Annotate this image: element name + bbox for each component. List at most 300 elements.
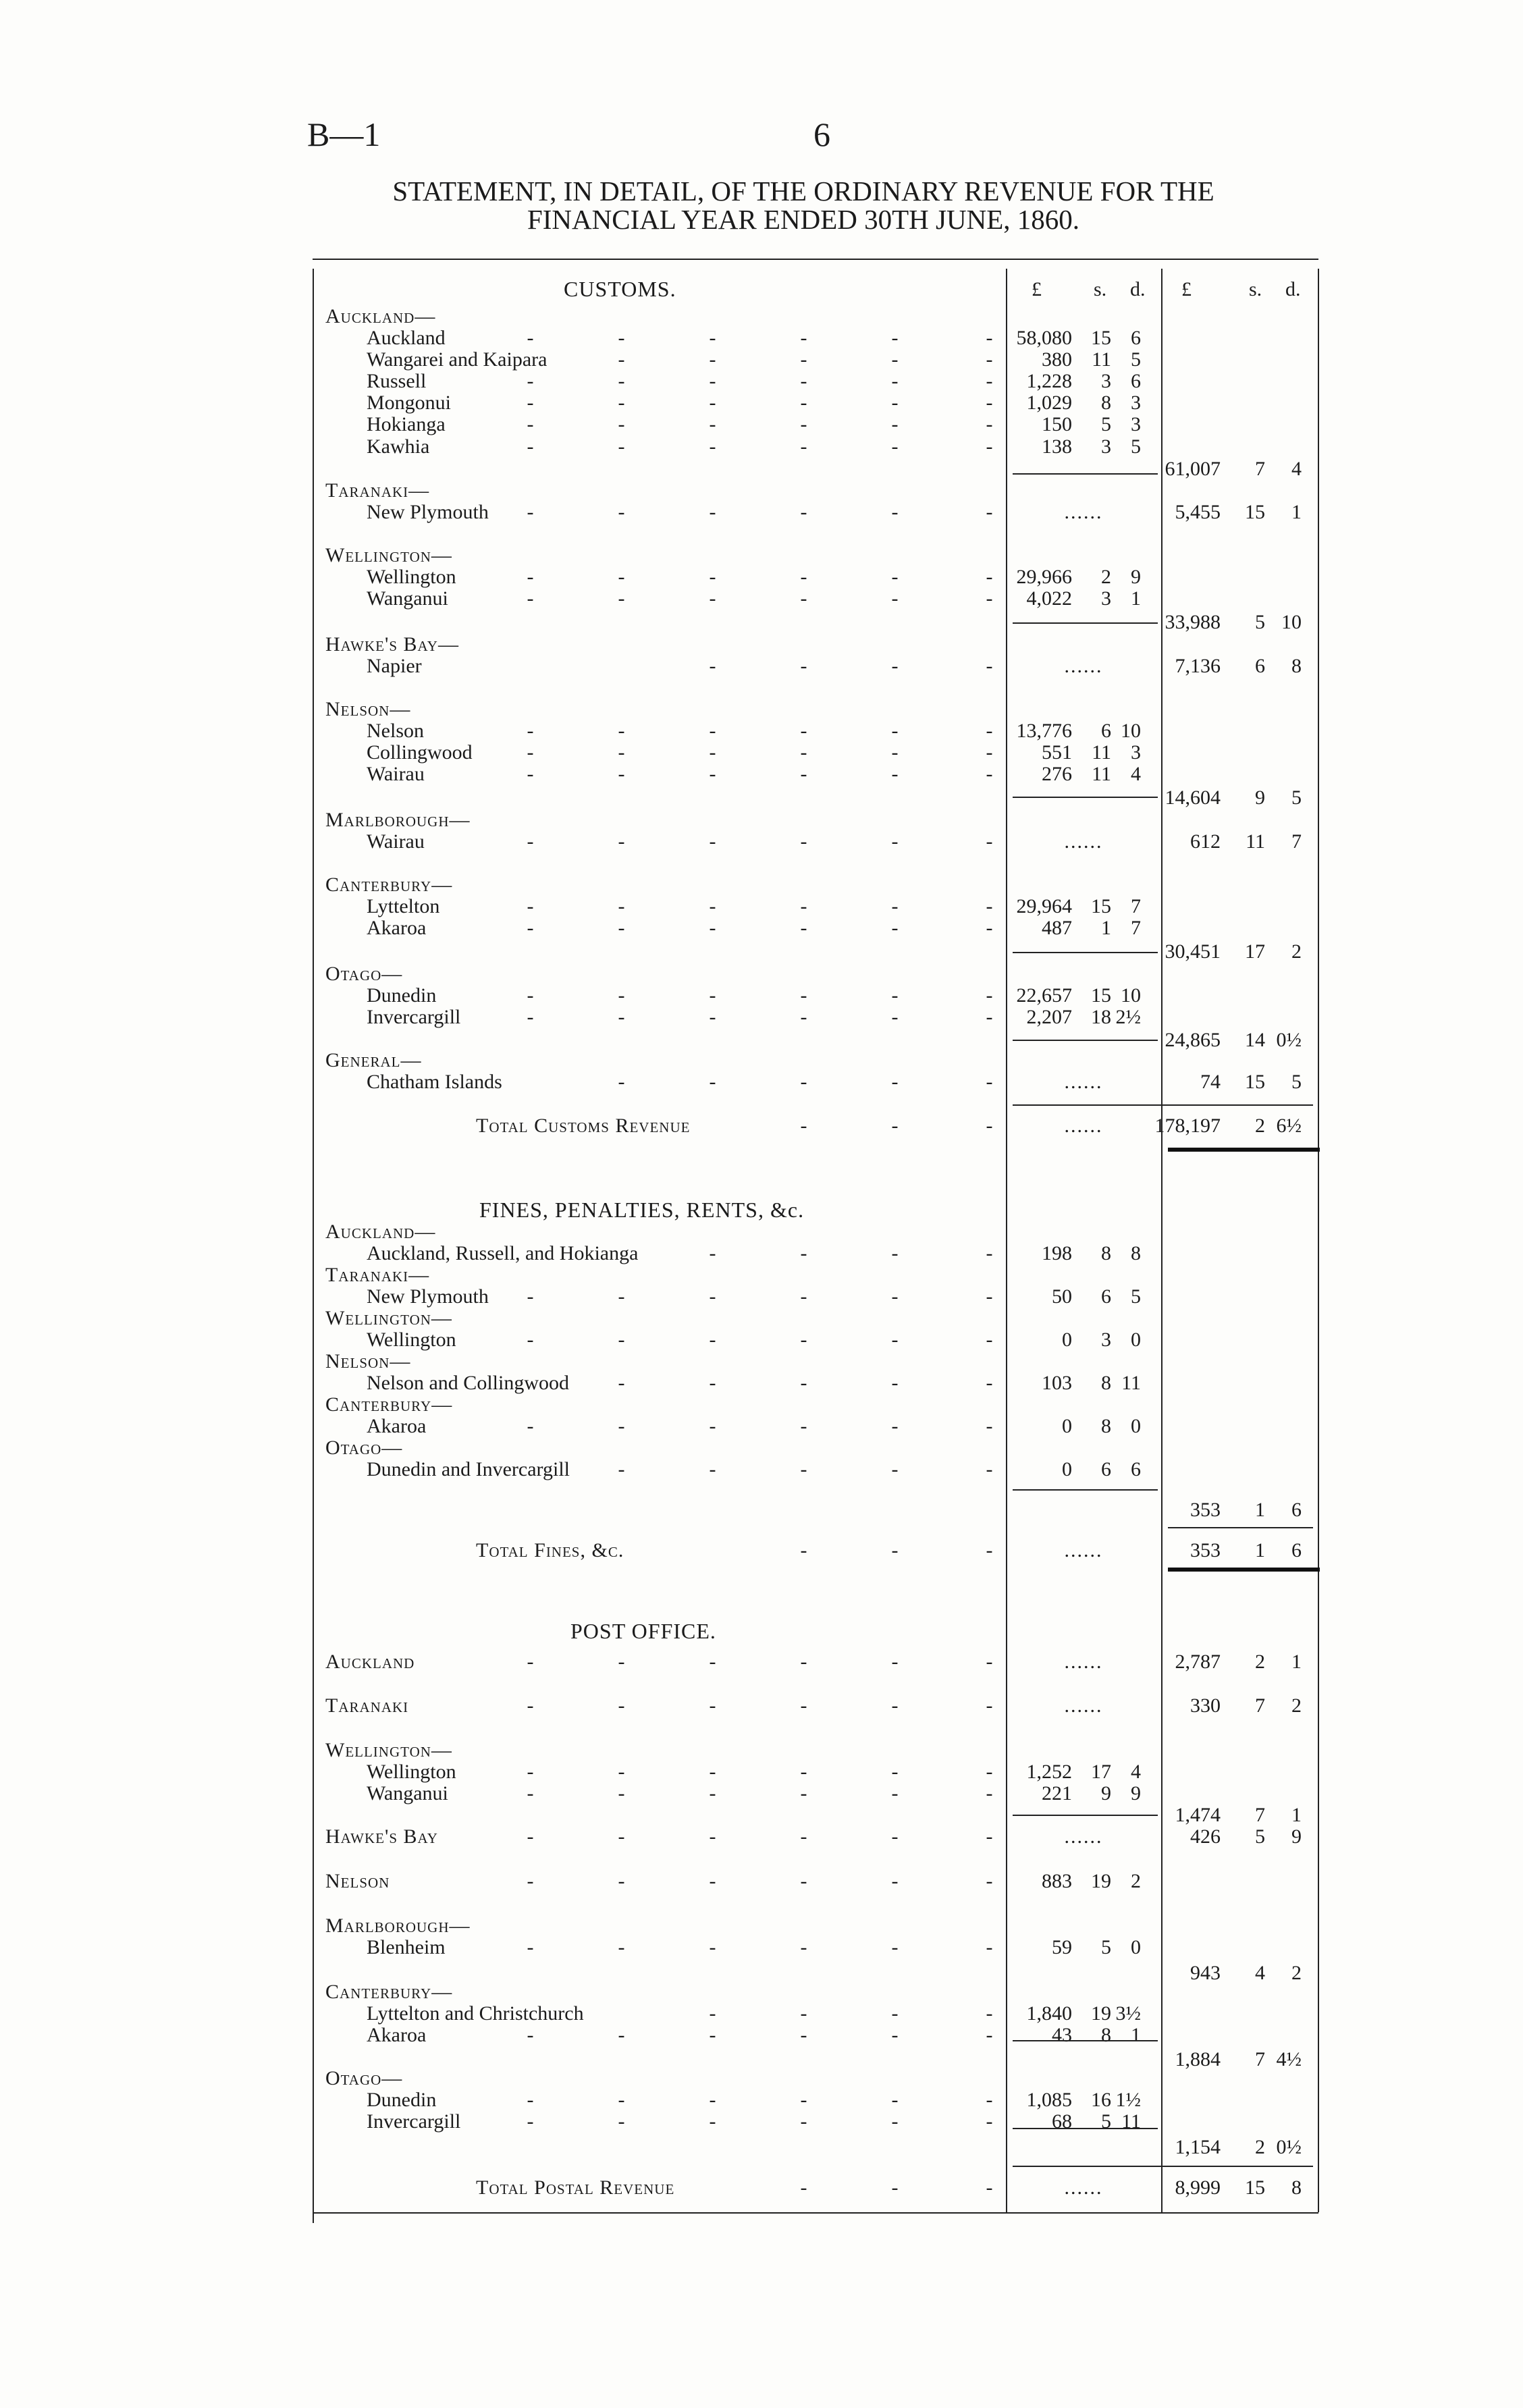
- table-row: [0, 2002, 1523, 2025]
- leader-dash: -: [709, 720, 716, 742]
- leader-dash: -: [891, 1936, 899, 1958]
- leader-dash: -: [709, 501, 716, 523]
- leader-dash: -: [709, 895, 716, 917]
- amount-pence: 8: [1131, 1242, 1141, 1264]
- leader-dash: -: [891, 2089, 899, 2111]
- table-row: [0, 1458, 1523, 1481]
- amount-pounds: 198: [1042, 1242, 1072, 1264]
- leader-dash: -: [891, 1651, 899, 1673]
- amount-shillings: 3: [1101, 1329, 1111, 1351]
- row-label: Invercargill: [367, 1006, 461, 1028]
- row-label: Blenheim: [367, 1936, 446, 1958]
- table-row: [0, 479, 1523, 502]
- total-pounds: 1,154: [1175, 2136, 1221, 2158]
- leader-dash: -: [709, 1242, 716, 1264]
- amount-shillings: 2: [1101, 566, 1111, 588]
- total-pence: 0½: [1276, 2136, 1302, 2158]
- column-header-pence-total: d.: [1285, 278, 1301, 300]
- total-shillings: 9: [1255, 786, 1265, 809]
- total-pounds: 330: [1190, 1694, 1221, 1717]
- row-label: Nelson: [367, 720, 424, 742]
- leader-dash: -: [527, 1870, 534, 1892]
- row-label: Auckland, Russell, and Hokianga: [367, 1242, 639, 1264]
- leader-dash: -: [709, 1071, 716, 1093]
- table-row: [0, 1915, 1523, 1937]
- leader-dash: -: [618, 1936, 625, 1958]
- table-row: [0, 1437, 1523, 1460]
- table-row: [0, 786, 1523, 809]
- amount-shillings: 15: [1091, 327, 1111, 349]
- total-shillings: 2: [1255, 2136, 1265, 2158]
- leader-dash: -: [800, 2110, 807, 2133]
- leader-dash: -: [709, 1006, 716, 1028]
- total-pounds: 353: [1190, 1499, 1221, 1521]
- row-label: Invercargill: [367, 2110, 461, 2133]
- amount-pounds: 29,964: [1016, 895, 1072, 917]
- total-shillings: 1: [1255, 1539, 1265, 1561]
- table-row: [0, 963, 1523, 986]
- leader-dash: -: [800, 370, 807, 392]
- total-pence: 4: [1291, 458, 1302, 480]
- leader-dash: -: [709, 566, 716, 588]
- leader-dash: -: [800, 830, 807, 853]
- leader-dash: -: [800, 1285, 807, 1308]
- leader-dash: -: [527, 2110, 534, 2133]
- amount-shillings: 5: [1101, 1936, 1111, 1958]
- amount-pence: 0: [1131, 1415, 1141, 1437]
- leader-dash: -: [800, 1071, 807, 1093]
- ellipsis-placeholder: ......: [1064, 1115, 1103, 1137]
- leader-dash: -: [986, 1006, 993, 1028]
- leader-dash: -: [891, 1415, 899, 1437]
- leader-dash: -: [618, 1415, 625, 1437]
- leader-dash: -: [891, 1825, 899, 1848]
- amount-shillings: 19: [1091, 1870, 1111, 1892]
- leader-dash: -: [891, 2024, 899, 2046]
- table-row: [0, 1264, 1523, 1287]
- total-shillings: 14: [1245, 1029, 1265, 1051]
- table-row: [0, 830, 1523, 853]
- leader-dash: -: [986, 1329, 993, 1351]
- table-row: [0, 611, 1523, 634]
- leader-dash: -: [527, 587, 534, 610]
- leader-dash: -: [891, 1115, 899, 1137]
- amount-shillings: 8: [1101, 1415, 1111, 1437]
- page-title-line-1: STATEMENT, IN DETAIL, OF THE ORDINARY REVENUE FOR THE: [392, 176, 1214, 207]
- row-label: Wairau: [367, 763, 425, 785]
- leader-dash: -: [709, 1694, 716, 1717]
- amount-pounds: 29,966: [1016, 566, 1072, 588]
- amount-shillings: 11: [1092, 348, 1111, 371]
- total-shillings: 7: [1255, 1694, 1265, 1717]
- leader-dash: -: [986, 984, 993, 1007]
- leader-dash: -: [986, 501, 993, 523]
- total-shillings: 11: [1246, 830, 1265, 853]
- row-label: Marlborough—: [325, 1915, 471, 1937]
- total-pounds: 33,988: [1165, 611, 1221, 633]
- total-pounds: 61,007: [1165, 458, 1221, 480]
- leader-dash: -: [618, 1825, 625, 1848]
- total-pence: 6½: [1276, 1115, 1302, 1137]
- total-pounds: 353: [1190, 1539, 1221, 1561]
- table-row: [0, 392, 1523, 414]
- leader-dash: -: [527, 741, 534, 764]
- leader-dash: -: [986, 1458, 993, 1480]
- leader-dash: -: [986, 2089, 993, 2111]
- column-header-pence: d.: [1130, 278, 1146, 300]
- total-shillings: 7: [1255, 2048, 1265, 2070]
- leader-dash: -: [618, 392, 625, 414]
- amount-pounds: 13,776: [1016, 720, 1072, 742]
- leader-dash: -: [986, 1539, 993, 1561]
- table-row: [0, 1006, 1523, 1029]
- leader-dash: -: [986, 1285, 993, 1308]
- amount-pounds: 551: [1042, 741, 1072, 764]
- total-pence: 1: [1291, 501, 1302, 523]
- leader-dash: -: [800, 1761, 807, 1783]
- row-label: Taranaki—: [325, 479, 430, 502]
- leader-dash: -: [800, 655, 807, 677]
- row-label: Canterbury—: [325, 874, 453, 896]
- total-shillings: 5: [1255, 611, 1265, 633]
- row-label: Wellington: [367, 566, 456, 588]
- row-label: Dunedin: [367, 984, 437, 1007]
- leader-dash: -: [891, 741, 899, 764]
- amount-pounds: 58,080: [1016, 327, 1072, 349]
- amount-pounds: 138: [1042, 435, 1072, 458]
- leader-dash: -: [527, 435, 534, 458]
- total-rule-top: [1013, 1104, 1313, 1106]
- leader-dash: -: [891, 1285, 899, 1308]
- row-label: Akaroa: [367, 1415, 427, 1437]
- leader-dash: -: [618, 741, 625, 764]
- leader-dash: -: [709, 435, 716, 458]
- table-row: [0, 1936, 1523, 1959]
- total-pounds: 74: [1200, 1071, 1221, 1093]
- amount-pounds: 4,022: [1026, 587, 1072, 610]
- row-label: Chatham Islands: [367, 1071, 502, 1093]
- amount-pounds: 68: [1052, 2110, 1072, 2133]
- leader-dash: -: [986, 435, 993, 458]
- leader-dash: -: [709, 392, 716, 414]
- leader-dash: -: [618, 895, 625, 917]
- amount-pounds: 487: [1042, 917, 1072, 939]
- amount-pence: 6: [1131, 370, 1141, 392]
- total-pounds: 1,474: [1175, 1804, 1221, 1826]
- table-row: [0, 1393, 1523, 1416]
- leader-dash: -: [986, 1651, 993, 1673]
- leader-dash: -: [986, 1694, 993, 1717]
- leader-dash: -: [986, 2110, 993, 2133]
- leader-dash: -: [986, 370, 993, 392]
- amount-shillings: 3: [1101, 370, 1111, 392]
- amount-shillings: 9: [1101, 1782, 1111, 1804]
- row-label: Nelson and Collingwood: [367, 1372, 569, 1394]
- leader-dash: -: [891, 1539, 899, 1561]
- leader-dash: -: [986, 1242, 993, 1264]
- column-header-shillings: s.: [1094, 278, 1107, 300]
- total-shillings: 2: [1255, 1651, 1265, 1673]
- amount-pounds: 103: [1042, 1372, 1072, 1394]
- leader-dash: -: [986, 720, 993, 742]
- leader-dash: -: [891, 413, 899, 435]
- total-shillings: 15: [1245, 2176, 1265, 2199]
- leader-dash: -: [891, 655, 899, 677]
- leader-dash: -: [986, 392, 993, 414]
- row-label: Canterbury—: [325, 1981, 453, 2003]
- total-pounds: 178,197: [1154, 1115, 1221, 1137]
- row-label: Hawke's Bay—: [325, 633, 459, 655]
- row-label: Otago—: [325, 2067, 403, 2089]
- leader-dash: -: [891, 1458, 899, 1480]
- leader-dash: -: [986, 741, 993, 764]
- amount-shillings: 15: [1091, 895, 1111, 917]
- table-row: [0, 2110, 1523, 2133]
- subtotal-rule: [1013, 1040, 1158, 1041]
- leader-dash: -: [709, 2089, 716, 2111]
- leader-dash: -: [891, 2002, 899, 2025]
- leader-dash: -: [800, 1242, 807, 1264]
- total-rule-top: [1013, 2166, 1313, 2167]
- row-label: Nelson—: [325, 1350, 411, 1372]
- row-label: Marlborough—: [325, 809, 471, 831]
- table-row: [0, 2024, 1523, 2047]
- leader-dash: -: [986, 830, 993, 853]
- leader-dash: -: [709, 327, 716, 349]
- amount-shillings: 1: [1101, 917, 1111, 939]
- amount-pounds: 43: [1052, 2024, 1072, 2046]
- leader-dash: -: [618, 587, 625, 610]
- ellipsis-placeholder: ......: [1064, 501, 1103, 523]
- leader-dash: -: [618, 1870, 625, 1892]
- column-header-pounds: £: [1032, 278, 1042, 300]
- leader-dash: -: [800, 1006, 807, 1028]
- total-pounds: 8,999: [1175, 2176, 1221, 2199]
- total-pence: 2: [1291, 1962, 1302, 1984]
- row-label: New Plymouth: [367, 501, 489, 523]
- leader-dash: -: [709, 763, 716, 785]
- table-row: [0, 327, 1523, 350]
- table-row: [0, 2176, 1523, 2199]
- table-row: [0, 1739, 1523, 1762]
- leader-dash: -: [891, 1242, 899, 1264]
- amount-pence: 4: [1131, 763, 1141, 785]
- amount-pence: 6: [1131, 1458, 1141, 1480]
- leader-dash: -: [527, 413, 534, 435]
- table-row: [0, 720, 1523, 743]
- ellipsis-placeholder: ......: [1064, 1651, 1103, 1673]
- leader-dash: -: [891, 327, 899, 349]
- leader-dash: -: [800, 1115, 807, 1137]
- leader-dash: -: [986, 2176, 993, 2199]
- row-label: Nelson—: [325, 698, 411, 720]
- total-pounds: 5,455: [1175, 501, 1221, 523]
- total-pence: 10: [1281, 611, 1302, 633]
- amount-shillings: 8: [1101, 2024, 1111, 2046]
- leader-dash: -: [891, 2110, 899, 2133]
- leader-dash: -: [618, 1782, 625, 1804]
- table-row: [0, 1071, 1523, 1094]
- leader-dash: -: [709, 587, 716, 610]
- table-frame-bottom: [313, 2212, 1318, 2214]
- leader-dash: -: [618, 370, 625, 392]
- row-label: Auckland: [367, 327, 446, 349]
- total-pence: 7: [1291, 830, 1302, 853]
- total-pounds: 943: [1190, 1962, 1221, 1984]
- page-title-line-2: FINANCIAL YEAR ENDED 30TH JUNE, 1860.: [527, 204, 1080, 235]
- row-label: Auckland—: [325, 1221, 436, 1243]
- leader-dash: -: [891, 1006, 899, 1028]
- row-label: Wangarei and Kaipara: [367, 348, 547, 371]
- table-row: [0, 1499, 1523, 1522]
- leader-dash: -: [800, 392, 807, 414]
- amount-pence: 3: [1131, 413, 1141, 435]
- amount-pence: 5: [1131, 1285, 1141, 1308]
- leader-dash: -: [618, 1651, 625, 1673]
- leader-dash: -: [618, 1329, 625, 1351]
- table-row: [0, 1372, 1523, 1395]
- row-label: New Plymouth: [367, 1285, 489, 1308]
- table-row: [0, 1329, 1523, 1352]
- table-row: [0, 1539, 1523, 1562]
- leader-dash: -: [891, 1329, 899, 1351]
- table-row: [0, 1415, 1523, 1438]
- amount-pence: 3: [1131, 741, 1141, 764]
- amount-pounds: 2,207: [1026, 1006, 1072, 1028]
- leader-dash: -: [800, 327, 807, 349]
- table-row: [0, 1285, 1523, 1308]
- total-shillings: 2: [1255, 1115, 1265, 1137]
- leader-dash: -: [709, 413, 716, 435]
- leader-dash: -: [800, 895, 807, 917]
- section-title-fines: FINES, PENALTIES, RENTS, &c.: [479, 1198, 805, 1222]
- ellipsis-placeholder: ......: [1064, 1539, 1103, 1561]
- leader-dash: -: [891, 917, 899, 939]
- amount-shillings: 5: [1101, 2110, 1111, 2133]
- table-row: [0, 2067, 1523, 2090]
- table-row: [0, 1825, 1523, 1848]
- amount-pence: 10: [1121, 984, 1141, 1007]
- amount-shillings: 17: [1091, 1761, 1111, 1783]
- amount-shillings: 6: [1101, 1458, 1111, 1480]
- leader-dash: -: [891, 895, 899, 917]
- table-row: [0, 1870, 1523, 1893]
- leader-dash: -: [527, 1825, 534, 1848]
- leader-dash: -: [709, 917, 716, 939]
- leader-dash: -: [986, 587, 993, 610]
- table-row: [0, 1221, 1523, 1243]
- total-shillings: 1: [1255, 1499, 1265, 1521]
- leader-dash: -: [709, 741, 716, 764]
- leader-dash: -: [800, 1458, 807, 1480]
- row-label: Akaroa: [367, 917, 427, 939]
- table-row: [0, 809, 1523, 832]
- ellipsis-placeholder: ......: [1064, 830, 1103, 853]
- table-row: [0, 566, 1523, 589]
- leader-dash: -: [891, 1071, 899, 1093]
- leader-dash: -: [891, 1694, 899, 1717]
- leader-dash: -: [800, 1870, 807, 1892]
- leader-dash: -: [891, 830, 899, 853]
- leader-dash: -: [891, 501, 899, 523]
- row-label: Kawhia: [367, 435, 430, 458]
- leader-dash: -: [986, 1870, 993, 1892]
- leader-dash: -: [709, 1761, 716, 1783]
- leader-dash: -: [891, 1372, 899, 1394]
- amount-shillings: 8: [1101, 1242, 1111, 1264]
- amount-pence: 1: [1131, 2024, 1141, 2046]
- amount-shillings: 6: [1101, 720, 1111, 742]
- leader-dash: -: [527, 720, 534, 742]
- row-label: Wellington: [367, 1761, 456, 1783]
- leader-dash: -: [527, 1782, 534, 1804]
- leader-dash: -: [800, 2024, 807, 2046]
- amount-pence: 7: [1131, 917, 1141, 939]
- amount-pounds: 1,085: [1026, 2089, 1072, 2111]
- amount-pounds: 1,029: [1026, 392, 1072, 414]
- leader-dash: -: [800, 435, 807, 458]
- total-pounds: 426: [1190, 1825, 1221, 1848]
- table-row: [0, 1651, 1523, 1674]
- section-title-post-office: POST OFFICE.: [570, 1619, 716, 1643]
- total-pence: 9: [1291, 1825, 1302, 1848]
- table-row: [0, 1115, 1523, 1138]
- subtotal-rule: [1013, 797, 1158, 798]
- table-row: [0, 435, 1523, 458]
- leader-dash: -: [986, 566, 993, 588]
- leader-dash: -: [891, 566, 899, 588]
- subtotal-rule: [1013, 2128, 1158, 2129]
- row-label: Canterbury—: [325, 1393, 453, 1416]
- amount-shillings: 11: [1092, 741, 1111, 764]
- leader-dash: -: [891, 720, 899, 742]
- ellipsis-placeholder: ......: [1064, 655, 1103, 677]
- table-row: [0, 874, 1523, 897]
- leader-dash: -: [986, 917, 993, 939]
- leader-dash: -: [709, 655, 716, 677]
- leader-dash: -: [800, 2002, 807, 2025]
- amount-pence: 0: [1131, 1329, 1141, 1351]
- total-pence: 8: [1291, 655, 1302, 677]
- leader-dash: -: [891, 435, 899, 458]
- leader-dash: -: [986, 655, 993, 677]
- table-row: [0, 698, 1523, 721]
- table-row: [0, 2136, 1523, 2159]
- table-row: [0, 1694, 1523, 1717]
- total-rule-double: [1168, 1568, 1320, 1572]
- total-shillings: 7: [1255, 1804, 1265, 1826]
- amount-pence: 7: [1131, 895, 1141, 917]
- table-row: [0, 633, 1523, 656]
- row-label: Otago—: [325, 963, 403, 985]
- leader-dash: -: [527, 1415, 534, 1437]
- table-row: [0, 763, 1523, 786]
- leader-dash: -: [800, 741, 807, 764]
- total-pence: 6: [1291, 1499, 1302, 1521]
- leader-dash: -: [800, 1539, 807, 1561]
- leader-dash: -: [986, 1115, 993, 1137]
- total-pence: 6: [1291, 1539, 1302, 1561]
- leader-dash: -: [618, 348, 625, 371]
- row-label: Total Customs Revenue: [476, 1115, 691, 1137]
- table-row: [0, 587, 1523, 610]
- row-label: General—: [325, 1049, 422, 1071]
- row-label: Wanganui: [367, 587, 448, 610]
- table-row: [0, 940, 1523, 963]
- table-row: [0, 984, 1523, 1007]
- table-row: [0, 1981, 1523, 2004]
- total-pence: 0½: [1276, 1029, 1302, 1051]
